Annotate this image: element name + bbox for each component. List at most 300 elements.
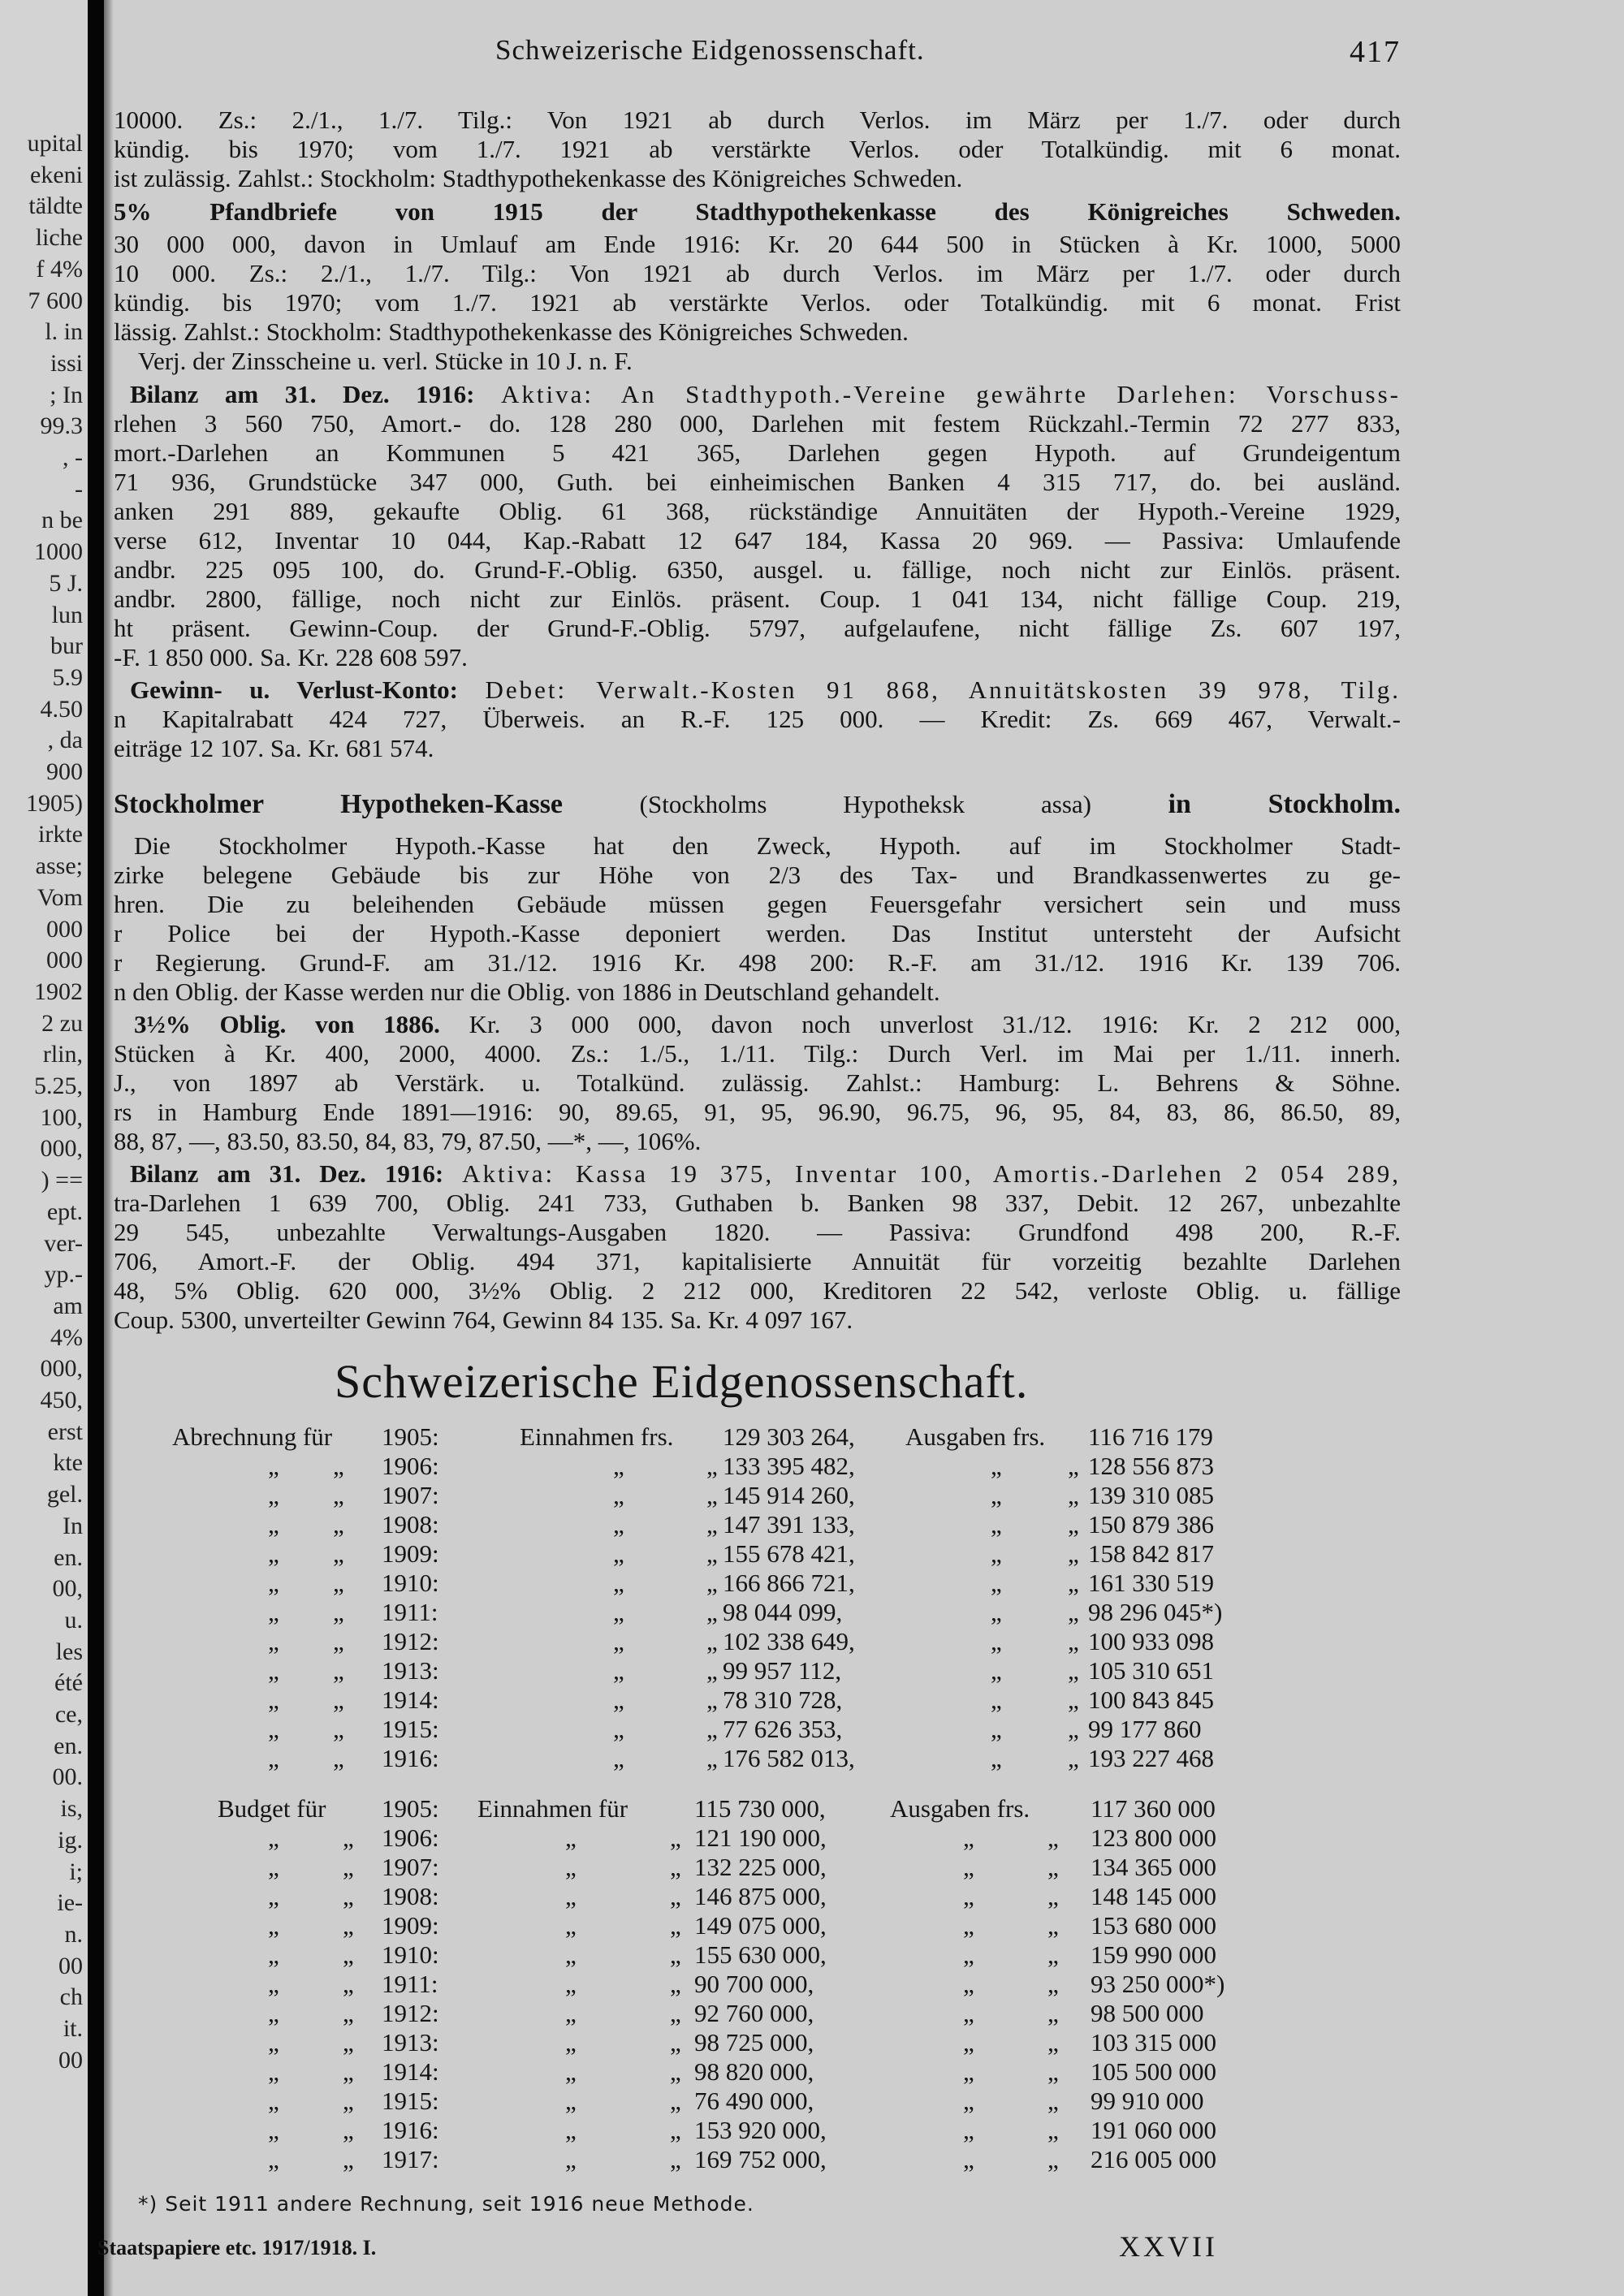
previous-page-fragment: 00 [58,1952,83,1979]
previous-page-fragment: am [53,1292,83,1319]
year-cell: 1909: [382,1911,439,1940]
ditto-mark: „ [1068,1481,1079,1509]
ausgaben-value: 93 250 000*) [1091,1970,1225,1998]
year-cell: 1913: [382,2028,439,2056]
einnahmen-value: 121 190 000, [694,1823,827,1852]
year-cell: 1915: [382,1715,439,1743]
year-cell: 1906: [382,1452,439,1480]
einnahmen-value: 166 866 721, [723,1569,855,1597]
previous-page-fragment: n. [64,1920,83,1948]
text-line: hren. Die zu beleihenden Gebäude müssen gegen Feuersgefahr versichert sein und muss [114,890,1401,918]
previous-page-edge [0,0,88,2296]
previous-page-fragment: - [75,475,83,503]
ditto-mark: „ [991,1627,1002,1655]
previous-page-fragment: ) == [41,1167,83,1194]
text-line: J., von 1897 ab Verstärk. u. Totalkünd. zulässig. Zahlst.: Hamburg: L. Behrens & Söhne. [114,1068,1401,1097]
ausgaben-value: 100 843 845 [1088,1685,1214,1714]
ditto-mark: „ [333,1598,344,1626]
footer-left: Staatspapiere etc. 1917/1918. I. [97,2236,377,2259]
section-title-tail: in Stockholm. [1168,789,1402,819]
table-row [114,1452,1401,1481]
ausgaben-value: 116 716 179 [1088,1422,1213,1451]
ditto-mark: „ [333,1656,344,1685]
einnahmen-value: 153 920 000, [694,2116,827,2144]
text-line: andbr. 225 095 100, do. Grund-F.-Oblig. 6350, ausgel. u. fällige, noch nicht zur Einlös. präsent. [114,555,1401,584]
year-cell: 1905: [382,1422,439,1451]
ditto-mark: „ [268,1882,279,1910]
previous-page-fragment: liche [35,224,83,252]
oblig-label: 3½% Oblig. von 1886. [134,1010,440,1038]
gv-label: Gewinn- u. Verlust-Konto: [130,675,458,704]
table-row [114,1481,1401,1510]
ditto-mark: „ [343,1999,354,2027]
einnahmen-value: 77 626 353, [723,1715,843,1743]
text-line: zirke belegene Gebäude bis zur Höhe von 2/3 des Tax- und Brandkassenwertes zu ge- [114,861,1401,889]
previous-page-fragment: 100, [40,1103,83,1131]
ditto-mark: „ [706,1481,718,1509]
table-row [114,1940,1401,1970]
text-line: n den Oblig. der Kasse werden nur die Oblig. von 1886 in Deutschland gehandelt. [114,978,940,1006]
einnahmen-value: 146 875 000, [694,1882,827,1910]
einnahmen-value: 76 490 000, [694,2087,814,2115]
ditto-mark: „ [963,1853,974,1881]
previous-page-fragment: l. in [45,318,83,346]
table-row [114,2145,1401,2174]
text-line: 10 000. Zs.: 2./1., 1./7. Tilg.: Von 1921 ab durch Verlos. im März per 1./7. oder durch [114,259,1401,287]
ditto-mark: „ [670,1970,681,1998]
einnahmen-value: 132 225 000, [694,1853,827,1881]
previous-page-fragment: 00. [52,1763,83,1791]
ditto-mark: „ [963,1999,974,2027]
ditto-mark: „ [670,2087,681,2115]
ditto-mark: „ [268,1853,279,1881]
ditto-mark: „ [268,1656,279,1685]
ditto-mark: „ [565,1882,577,1910]
year-cell: 1911: [382,1970,438,1998]
ausgaben-label: Ausgaben frs. [890,1794,1030,1823]
ditto-mark: „ [613,1656,624,1685]
text-line: rlehen 3 560 750, Amort.- do. 128 280 000, Darlehen mit festem Rückzahl.-Termin 72 277 833, [114,409,1401,438]
table-row [114,2028,1401,2057]
table-row [114,1422,1401,1452]
text-line: lässig. Zahlst.: Stockholm: Stadthypothekenkasse des Königreiches Schweden. [114,317,909,346]
ausgaben-value: 161 330 519 [1088,1569,1214,1597]
ditto-mark: „ [613,1744,624,1772]
table-row [114,1823,1401,1853]
ditto-mark: „ [333,1569,344,1597]
table-row [114,1970,1401,1999]
ditto-mark: „ [613,1627,624,1655]
einnahmen-value: 102 338 649, [723,1627,855,1655]
einnahmen-value: 176 582 013, [723,1744,855,1772]
section-subtitle: (Stockholms Hypotheksk assa) [639,790,1091,818]
year-cell: 1905: [382,1794,439,1823]
ditto-mark: „ [991,1598,1002,1626]
previous-page-fragment: täldte [28,192,83,220]
text-line: ist zulässig. Zahlst.: Stockholm: Stadthypothekenkasse des Königreiches Schweden. [114,164,963,192]
ditto-mark: „ [963,1882,974,1910]
ditto-mark: „ [268,2087,279,2115]
ditto-mark: „ [991,1744,1002,1772]
ditto-mark: „ [343,1823,354,1852]
previous-page-fragment: erst [47,1418,83,1445]
previous-page-fragment: ig. [58,1826,83,1854]
ausgaben-value: 128 556 873 [1088,1452,1214,1480]
previous-page-fragment: 000, [40,1135,83,1163]
ditto-mark: „ [343,2145,354,2173]
einnahmen-value: 155 678 421, [723,1539,855,1568]
table-row [114,1627,1401,1656]
ditto-mark: „ [1068,1656,1079,1685]
ditto-mark: „ [1068,1569,1079,1597]
ditto-mark: „ [1047,1823,1059,1852]
ditto-mark: „ [268,1823,279,1852]
ditto-mark: „ [268,1598,279,1626]
ditto-mark: „ [1047,1853,1059,1881]
ditto-mark: „ [963,2116,974,2144]
year-cell: 1910: [382,1940,439,1969]
ditto-mark: „ [963,1940,974,1969]
ditto-mark: „ [565,1970,577,1998]
bilanz-label: Bilanz am 31. Dez. 1916: [130,380,475,408]
year-cell: 1912: [382,1999,439,2027]
previous-page-fragment: 1905) [26,789,83,817]
einnahmen-value: 92 760 000, [694,1999,814,2027]
year-cell: 1914: [382,1685,439,1714]
einnahmen-value: 98 725 000, [694,2028,814,2056]
ditto-mark: „ [565,2028,577,2056]
previous-page-fragment: gel. [46,1481,83,1508]
ditto-mark: „ [670,1911,681,1940]
ditto-mark: „ [1047,1940,1059,1969]
ditto-mark: „ [268,1715,279,1743]
ausgaben-value: 103 315 000 [1091,2028,1216,2056]
ditto-mark: „ [268,1744,279,1772]
previous-page-fragment: lun [51,601,83,628]
ditto-mark: „ [565,2116,577,2144]
ditto-mark: „ [343,1853,354,1881]
ditto-mark: „ [333,1627,344,1655]
ditto-mark: „ [1047,1911,1059,1940]
ditto-mark: „ [991,1481,1002,1509]
previous-page-fragment: In [63,1512,83,1539]
ditto-mark: „ [1047,2028,1059,2056]
ditto-mark: „ [1047,1999,1059,2027]
bilanz-first-line [130,380,1401,409]
previous-page-fragment: it. [63,2015,83,2042]
text-line: Stücken à Kr. 400, 2000, 4000. Zs.: 1./5., 1./11. Tilg.: Durch Verl. im Mai per 1./11. innerh. [114,1039,1401,1068]
ditto-mark: „ [963,1823,974,1852]
ditto-mark: „ [670,1853,681,1881]
ausgaben-label: Ausgaben frs. [905,1422,1046,1451]
previous-page-fragment: ch [59,1983,83,2011]
year-cell: 1912: [382,1627,439,1655]
previous-page-fragment: 1902 [34,978,83,1005]
ditto-mark: „ [1047,2145,1059,2173]
ditto-mark: „ [268,2028,279,2056]
previous-page-fragment: f 4% [36,255,83,283]
text-line: 29 545, unbezahlte Verwaltungs-Ausgaben 1820. — Passiva: Grundfond 498 200, R.-F. [114,1218,1401,1246]
text-line: kündig. bis 1970; vom 1./7. 1921 ab verstärkte Verlos. oder Totalkündig. mit 6 monat. [114,135,1401,163]
previous-page-fragment: 5 J. [49,569,83,597]
ausgaben-value: 100 933 098 [1088,1627,1214,1655]
ditto-mark: „ [991,1685,1002,1714]
ausgaben-value: 99 910 000 [1091,2087,1204,2115]
year-cell: 1917: [382,2145,439,2173]
table-row [114,1911,1401,1940]
ditto-mark: „ [613,1598,624,1626]
ditto-mark: „ [706,1539,718,1568]
einnahmen-value: 129 303 264, [723,1422,855,1451]
ausgaben-value: 105 500 000 [1091,2057,1216,2086]
table-row [114,1539,1401,1569]
ditto-mark: „ [565,2057,577,2086]
previous-page-fragment: 000 [46,947,83,974]
previous-page-fragment: 4% [50,1323,83,1351]
ditto-mark: „ [333,1744,344,1772]
ditto-mark: „ [343,1970,354,1998]
ditto-mark: „ [670,1940,681,1969]
ditto-mark: „ [991,1569,1002,1597]
previous-page-fragment: 000 [46,915,83,943]
bilanz2-label: Bilanz am 31. Dez. 1916: [130,1159,444,1188]
previous-page-fragment: été [54,1669,83,1697]
ditto-mark: „ [670,1823,681,1852]
ausgaben-value: 123 800 000 [1091,1823,1216,1852]
ausgaben-value: 193 227 468 [1088,1744,1214,1772]
oblig-first-line [134,1010,1401,1039]
ditto-mark: „ [1068,1744,1079,1772]
ditto-mark: „ [706,1598,718,1626]
year-cell: 1915: [382,2087,439,2115]
ditto-mark: „ [343,2057,354,2086]
previous-page-fragment: ce, [54,1701,83,1728]
text-line: 48, 5% Oblig. 620 000, 3½% Oblig. 2 212 000, Kreditoren 22 542, verloste Oblig. u. fällige [114,1276,1401,1305]
ditto-mark: „ [343,2087,354,2115]
previous-page-fragment: 5.9 [52,663,83,691]
einnahmen-label: Einnahmen für [477,1794,628,1823]
text-line: 706, Amort.-F. der Oblig. 494 371, kapitalisierte Annuität für vorzeitig bezahlte Darlehen [114,1247,1401,1275]
einnahmen-value: 90 700 000, [694,1970,814,1998]
bilanz2-first-line [130,1159,1401,1189]
year-cell: 1907: [382,1853,439,1881]
table-row [114,1999,1401,2028]
text-line: 10000. Zs.: 2./1., 1./7. Tilg.: Von 1921 ab durch Verlos. im März per 1./7. oder durch [114,106,1401,134]
main-title: Schweizerische Eidgenossenschaft. [335,1355,1029,1408]
section-title: Stockholmer Hypotheken-Kasse [114,789,564,819]
ditto-mark: „ [613,1539,624,1568]
einnahmen-value: 115 730 000, [694,1794,826,1823]
ausgaben-value: 134 365 000 [1091,1853,1216,1881]
previous-page-fragment: irkte [38,821,83,848]
year-cell: 1916: [382,2116,439,2144]
ditto-mark: „ [565,1823,577,1852]
ditto-mark: „ [1068,1715,1079,1743]
ausgaben-value: 139 310 085 [1088,1481,1214,1509]
ditto-mark: „ [343,1940,354,1969]
previous-page-fragment: 99.3 [40,412,83,440]
ditto-mark: „ [706,1569,718,1597]
ditto-mark: „ [963,1970,974,1998]
ditto-mark: „ [565,1911,577,1940]
ditto-mark: „ [963,2145,974,2173]
previous-page-fragment: ie- [57,1889,83,1917]
previous-page-fragment: is, [60,1795,83,1823]
ditto-mark: „ [268,1999,279,2027]
previous-page-fragment: 00 [58,2046,83,2074]
ditto-mark: „ [706,1744,718,1772]
einnahmen-value: 133 395 482, [723,1452,855,1480]
ditto-mark: „ [333,1510,344,1539]
page-content [97,0,1402,2296]
previous-page-fragment: 000, [40,1355,83,1383]
text-line: Die Stockholmer Hypoth.-Kasse hat den Zweck, Hypoth. auf im Stockholmer Stadt- [134,831,1401,860]
table-row [114,1715,1401,1744]
ditto-mark: „ [613,1481,624,1509]
text-line: ht präsent. Gewinn-Coup. der Grund-F.-Oblig. 5797, aufgelaufene, nicht fällige Zs. 607 197, [114,614,1401,642]
year-cell: 1910: [382,1569,439,1597]
ditto-mark: „ [343,1882,354,1910]
ausgaben-value: 191 060 000 [1091,2116,1216,2144]
previous-page-fragment: ept. [46,1198,83,1225]
text-line: Coup. 5300, unverteilter Gewinn 764, Gewinn 84 135. Sa. Kr. 4 097 167. [114,1306,853,1334]
previous-page-fragment: 5.25, [34,1072,83,1099]
previous-page-fragment: asse; [35,852,83,880]
ditto-mark: „ [991,1510,1002,1539]
previous-page-fragment: bur [50,632,83,660]
year-cell: 1914: [382,2057,439,2086]
table-row [114,1794,1401,1823]
ditto-mark: „ [706,1715,718,1743]
ditto-mark: „ [1068,1539,1079,1568]
previous-page-fragment: yp.- [44,1261,83,1288]
ditto-mark: „ [670,2116,681,2144]
ditto-mark: „ [991,1715,1002,1743]
einnahmen-value: 98 044 099, [723,1598,843,1626]
ditto-mark: „ [670,1882,681,1910]
previous-page-fragment: 450, [40,1387,83,1413]
ditto-mark: „ [333,1452,344,1480]
ausgaben-value: 148 145 000 [1091,1882,1216,1910]
einnahmen-value: 98 820 000, [694,2057,814,2086]
section-heading [114,789,1401,825]
table-row [114,1656,1401,1685]
footer-signature: XXVII [1119,2230,1218,2263]
ditto-mark: „ [706,1452,718,1480]
year-cell: 1906: [382,1823,439,1852]
previous-page-fragment: kte [53,1449,83,1477]
text-line: anken 291 889, gekaufte Oblig. 61 368, rückständige Annuitäten der Hypoth.-Vereine 1929, [114,497,1401,525]
ditto-mark: „ [1068,1452,1079,1480]
footnote: *) Seit 1911 andere Rechnung, seit 1916 neue Methode. [138,2192,754,2216]
ditto-mark: „ [565,2145,577,2173]
ditto-mark: „ [1068,1598,1079,1626]
ausgaben-value: 105 310 651 [1088,1656,1214,1685]
ditto-mark: „ [1068,1510,1079,1539]
ditto-mark: „ [268,1911,279,1940]
table-row [114,1685,1401,1715]
text-line: 88, 87, —, 83.50, 83.50, 84, 83, 79, 87.50, —*, —, 106%. [114,1127,702,1155]
running-header [114,34,1401,73]
ditto-mark: „ [565,2087,577,2115]
einnahmen-value: 99 957 112, [723,1656,842,1685]
text-line: rs in Hamburg Ende 1891—1916: 90, 89.65, 91, 95, 96.90, 96.75, 96, 95, 84, 83, 86, 86.50, 89, [114,1098,1401,1126]
text-line: andbr. 2800, fällige, noch nicht zur Einlös. präsent. Coup. 1 041 134, nicht fällige Coup. 219, [114,585,1401,613]
text-line: eiträge 12 107. Sa. Kr. 681 574. [114,734,434,762]
year-cell: 1908: [382,1882,439,1910]
ditto-mark: „ [565,1940,577,1969]
ditto-mark: „ [343,1911,354,1940]
gutter-shadow [104,0,114,2296]
ditto-mark: „ [268,2145,279,2173]
text-line: n Kapitalrabatt 424 727, Überweis. an R.-F. 125 000. — Kredit: Zs. 669 467, Verwalt.- [114,705,1401,733]
previous-page-fragment: 2 zu [41,1009,83,1037]
table-row [114,1882,1401,1911]
ausgaben-value: 98 500 000 [1091,1999,1204,2027]
previous-page-fragment: 900 [46,758,83,785]
ditto-mark: „ [333,1539,344,1568]
ditto-mark: „ [565,1999,577,2027]
ditto-mark: „ [613,1452,624,1480]
ditto-mark: „ [1068,1627,1079,1655]
table-row [114,2057,1401,2087]
ditto-mark: „ [268,1940,279,1969]
ditto-mark: „ [268,1539,279,1568]
running-title: Schweizerische Eidgenossenschaft. [495,34,925,66]
bilanz-text: Aktiva: An Stadthypoth.-Vereine gewährte Darlehen: Vorschuss- [501,380,1401,408]
table-row [114,2116,1401,2145]
previous-page-fragment: , - [63,444,83,471]
previous-page-fragment: upital [27,130,83,157]
pfandbriefe-heading: 5% Pfandbriefe von 1915 der Stadthypothekenkasse des Königreiches Schweden. [114,197,1401,226]
year-cell: 1911: [382,1598,438,1626]
text-line: r Regierung. Grund-F. am 31./12. 1916 Kr. 498 200: R.-F. am 31./12. 1916 Kr. 139 706. [114,948,1401,977]
ditto-mark: „ [343,2116,354,2144]
previous-page-fragment: i; [69,1858,83,1885]
year-cell: 1916: [382,1744,439,1772]
year-cell: 1913: [382,1656,439,1685]
text-line: Verj. der Zinsscheine u. verl. Stücke in 10 J. n. F. [138,347,633,375]
einnahmen-value: 147 391 133, [723,1510,855,1539]
ditto-mark: „ [268,1481,279,1509]
row-label: Budget für [218,1794,326,1823]
ditto-mark: „ [991,1656,1002,1685]
einnahmen-value: 145 914 260, [723,1481,855,1509]
ditto-mark: „ [963,2087,974,2115]
gv-text: Debet: Verwalt.-Kosten 91 868, Annuitätskosten 39 978, Tilg. [485,675,1401,704]
previous-page-fragment: en. [54,1543,83,1571]
table-row [114,1744,1401,1773]
ditto-mark: „ [613,1685,624,1714]
ausgaben-value: 98 296 045*) [1088,1598,1223,1626]
ditto-mark: „ [1068,1685,1079,1714]
previous-page-fragment: issi [50,349,83,377]
ditto-mark: „ [613,1715,624,1743]
bilanz2-text: Aktiva: Kassa 19 375, Inventar 100, Amortis.-Darlehen 2 054 289, [462,1159,1401,1188]
ditto-mark: „ [1047,1970,1059,1998]
previous-page-fragment: 00, [52,1575,83,1603]
previous-page-fragment: les [55,1638,83,1665]
ditto-mark: „ [268,1510,279,1539]
ditto-mark: „ [613,1510,624,1539]
ausgaben-value: 158 842 817 [1088,1539,1214,1568]
ditto-mark: „ [343,2028,354,2056]
ditto-mark: „ [706,1627,718,1655]
ditto-mark: „ [268,1569,279,1597]
ditto-mark: „ [268,1970,279,1998]
ditto-mark: „ [706,1685,718,1714]
table-row [114,1510,1401,1539]
